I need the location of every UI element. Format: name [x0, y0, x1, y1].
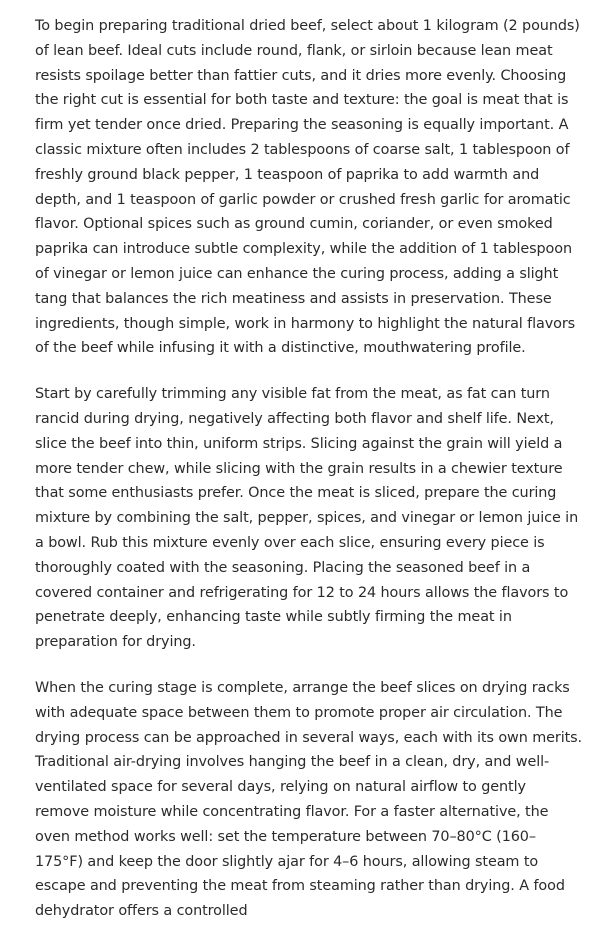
paragraph-drying: When the curing stage is complete, arrange the beef slices on drying racks with adequate space between them to promote proper air circulation. The drying process can be approached in several ways, each with its own merits. Traditional air-drying involves hanging the beef in a clean, dry, and well-ventilated space for several days, relying on natural airflow to gently remove moisture while concentrating flavor. For a faster alternative, the oven method works well: set the temperature between 70–80°C (160–175°F) and keep the door slightly ajar for 4–6 hours, allowing steam to escape and preventing the meat from steaming rather than drying. A food dehydrator offers a controlled	[35, 679, 583, 920]
paragraph-preparation: Start by carefully trimming any visible fat from the meat, as fat can turn rancid during drying, negatively affecting both flavor and shelf life. Next, slice the beef into thin, uniform strips. Slicing against the grain will yield a more tender chew, while slicing with the grain results in a chewier texture that some enthusiasts prefer. Once the meat is sliced, prepare the curing mixture by combining the salt, pepper, spices, and vinegar or lemon juice in a bowl. Rub this mixture evenly over each slice, ensuring every piece is thoroughly coated with the seasoning. Placing the seasoned beef in a covered container and refrigerating for 12 to 24 hours allows the flavors to penetrate deeply, enhancing taste while subtly firming the meat in preparation for drying.	[35, 386, 579, 651]
article-body	[35, 14, 583, 945]
paragraph-ingredients: To begin preparing traditional dried beef, select about 1 kilogram (2 pounds) of lean beef. Ideal cuts include round, flank, or sirloin because lean meat resists spoilage better than fattier cuts, and it dries more evenly. Choosing the right cut is essential for both taste and texture: the goal is meat that is firm yet tender once dried. Preparing the seasoning is equally important. A classic mixture often includes 2 tablespoons of coarse salt, 1 tablespoon of freshly ground black pepper, 1 teaspoon of paprika to add warmth and depth, and 1 teaspoon of garlic powder or crushed fresh garlic for aromatic flavor. Optional spices such as ground cumin, coriander, or even smoked paprika can introduce subtle complexity, while the addition of 1 tablespoon of vinegar or lemon juice can enhance the curing process, adding a slight tang that balances the rich meatiness and assists in preservation. These ingredients, though simple, work in harmony to highlight the natural flavors of the beef while infusing it with a distinctive, mouthwatering profile.	[35, 18, 580, 357]
